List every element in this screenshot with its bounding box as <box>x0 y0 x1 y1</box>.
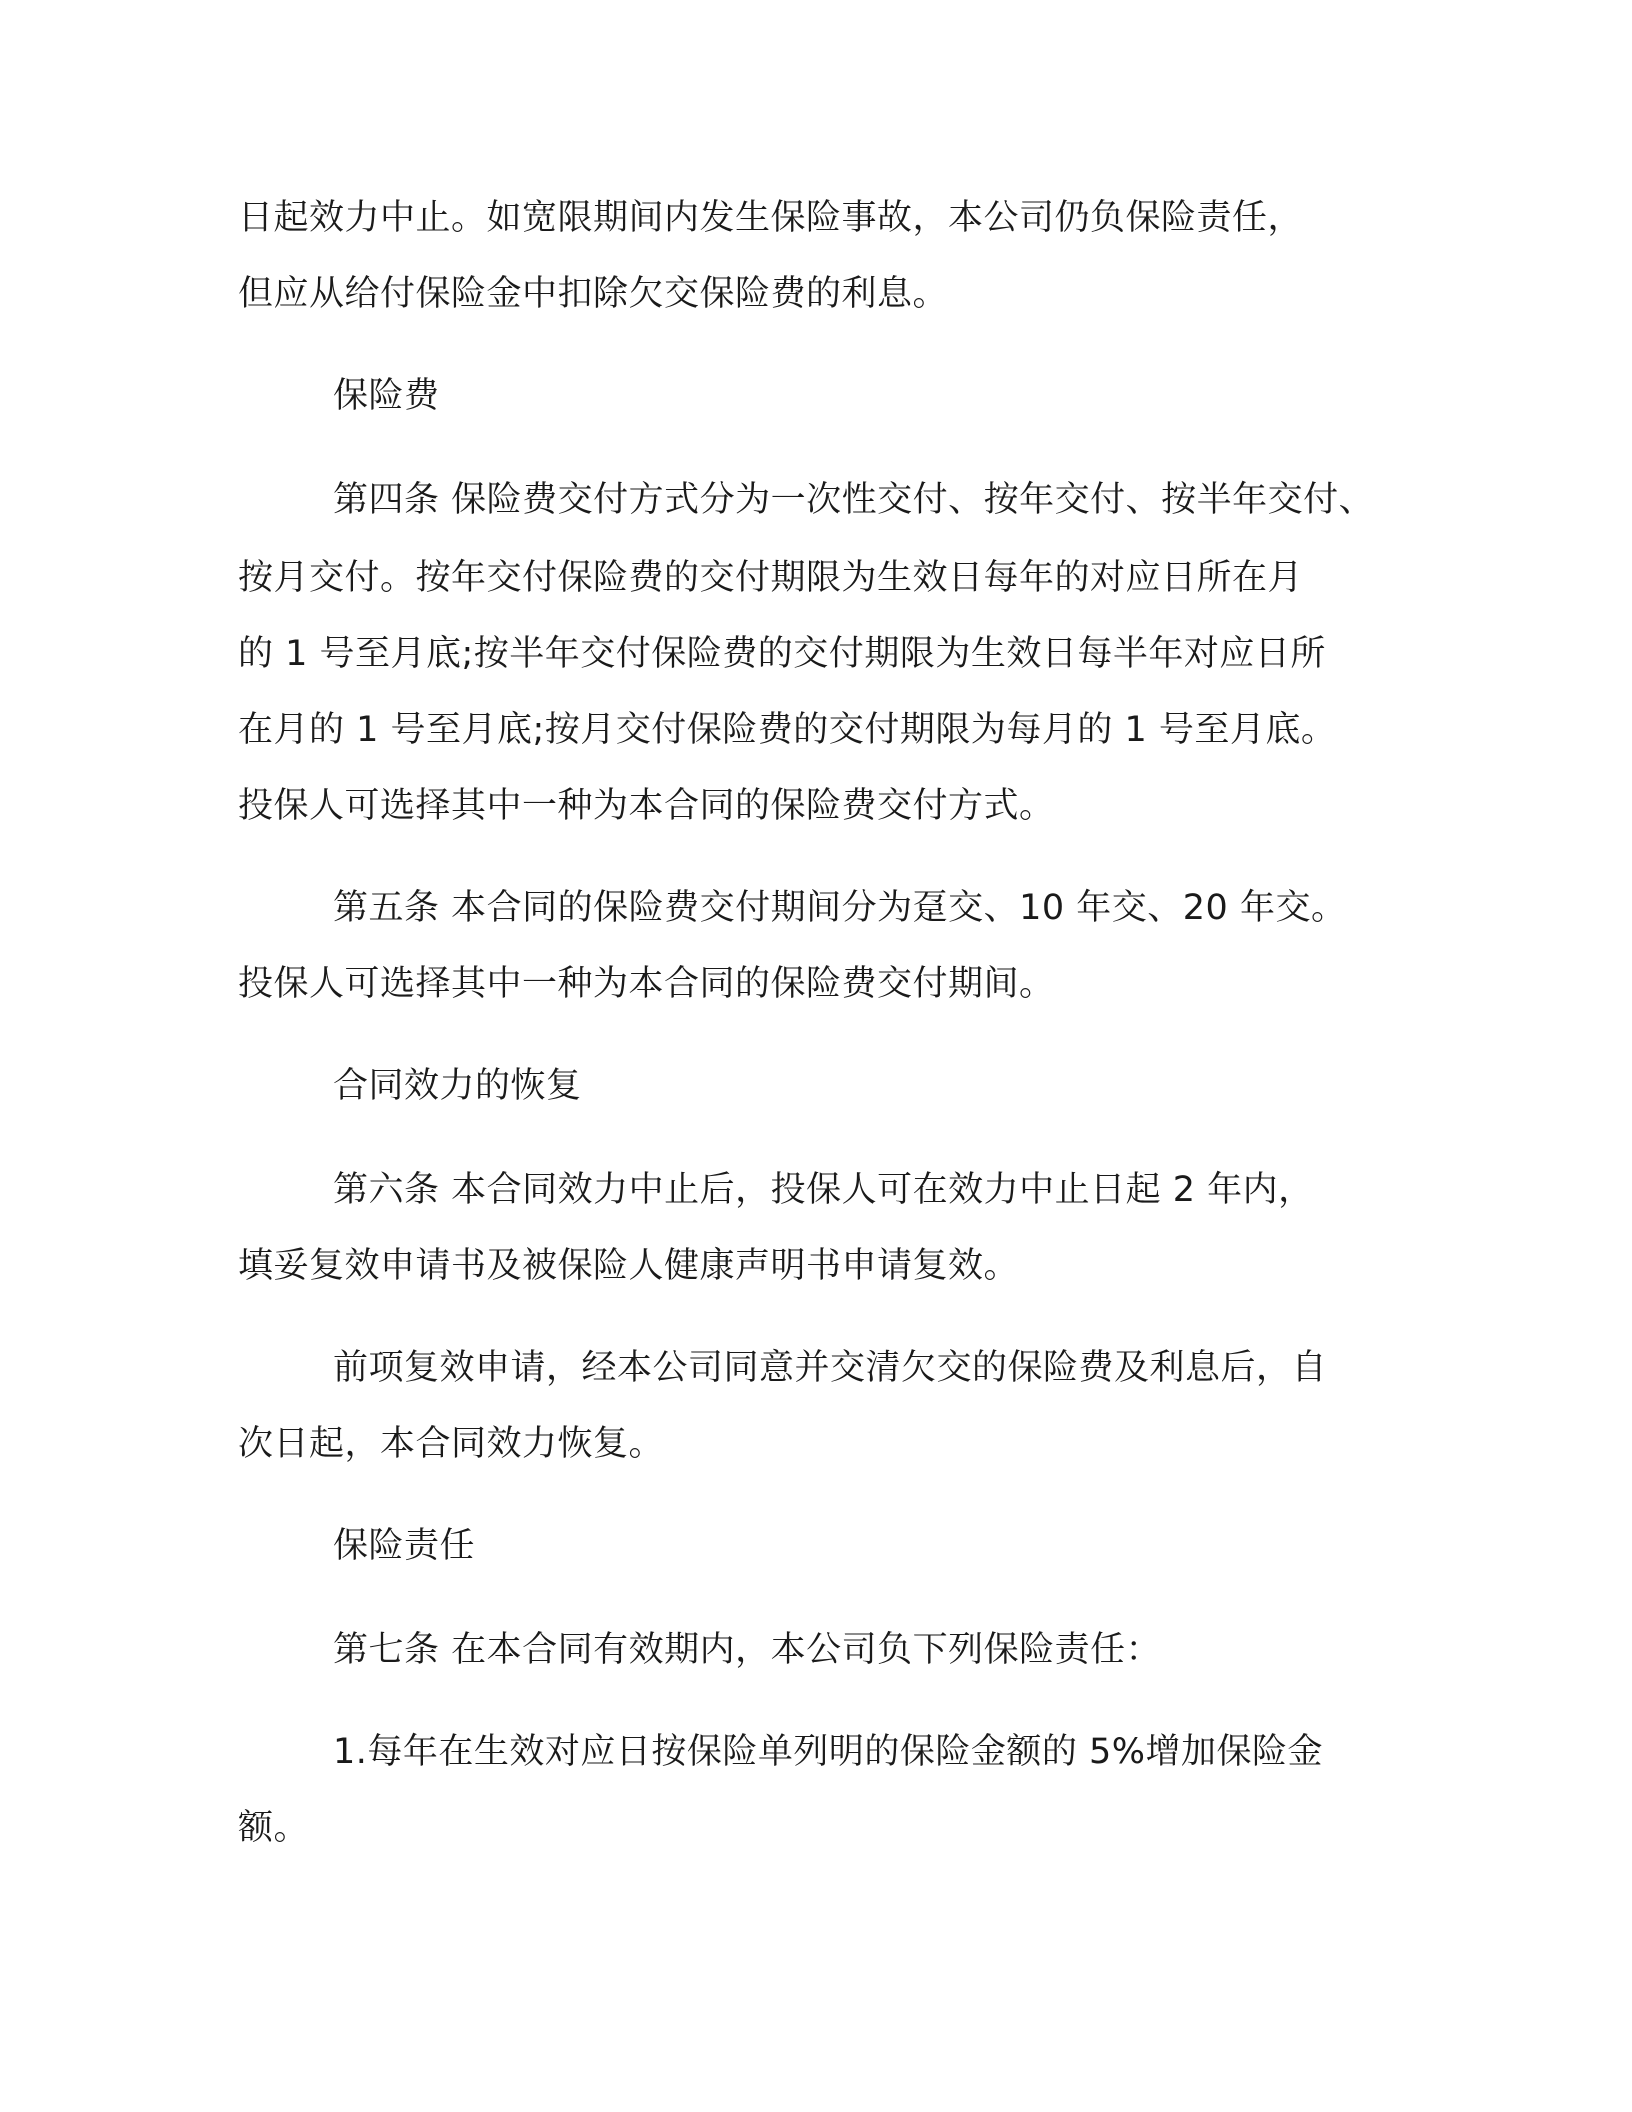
text-line: 投保人可选择其中一种为本合同的保险费交付期间。 <box>238 964 1055 1004</box>
section-heading-premium: 保险费 <box>333 376 440 416</box>
list-item-1: 1.每年在生效对应日按保险单列明的保险金额的 5%增加保险金 <box>333 1732 1324 1772</box>
section-heading-reinstatement: 合同效力的恢复 <box>333 1066 582 1106</box>
text-line: 额。 <box>238 1808 310 1848</box>
article-6-line: 第六条 本合同效力中止后，投保人可在效力中止日起 2 年内， <box>333 1170 1314 1210</box>
text-line: 按月交付。按年交付保险费的交付期限为生效日每年的对应日所在月 <box>238 558 1304 598</box>
article-7-line: 第七条 在本合同有效期内，本公司负下列保险责任： <box>333 1630 1162 1670</box>
article-5-line: 第五条 本合同的保险费交付期间分为趸交、10 年交、20 年交。 <box>333 888 1347 928</box>
text-line: 前项复效申请，经本公司同意并交清欠交的保险费及利息后，自 <box>333 1348 1328 1388</box>
text-line: 的 1 号至月底;按半年交付保险费的交付期限为生效日每半年对应日所 <box>238 634 1326 674</box>
text-line: 填妥复效申请书及被保险人健康声明书申请复效。 <box>238 1246 1020 1286</box>
text-line: 投保人可选择其中一种为本合同的保险费交付方式。 <box>238 786 1055 826</box>
text-line: 次日起，本合同效力恢复。 <box>238 1424 665 1464</box>
section-heading-liability: 保险责任 <box>333 1526 476 1566</box>
text-line: 在月的 1 号至月底;按月交付保险费的交付期限为每月的 1 号至月底。 <box>238 710 1337 750</box>
text-line: 日起效力中止。如宽限期间内发生保险事故，本公司仍负保险责任， <box>238 198 1304 238</box>
text-line: 但应从给付保险金中扣除欠交保险费的利息。 <box>238 274 949 314</box>
article-4-line: 第四条 保险费交付方式分为一次性交付、按年交付、按半年交付、 <box>333 480 1375 520</box>
